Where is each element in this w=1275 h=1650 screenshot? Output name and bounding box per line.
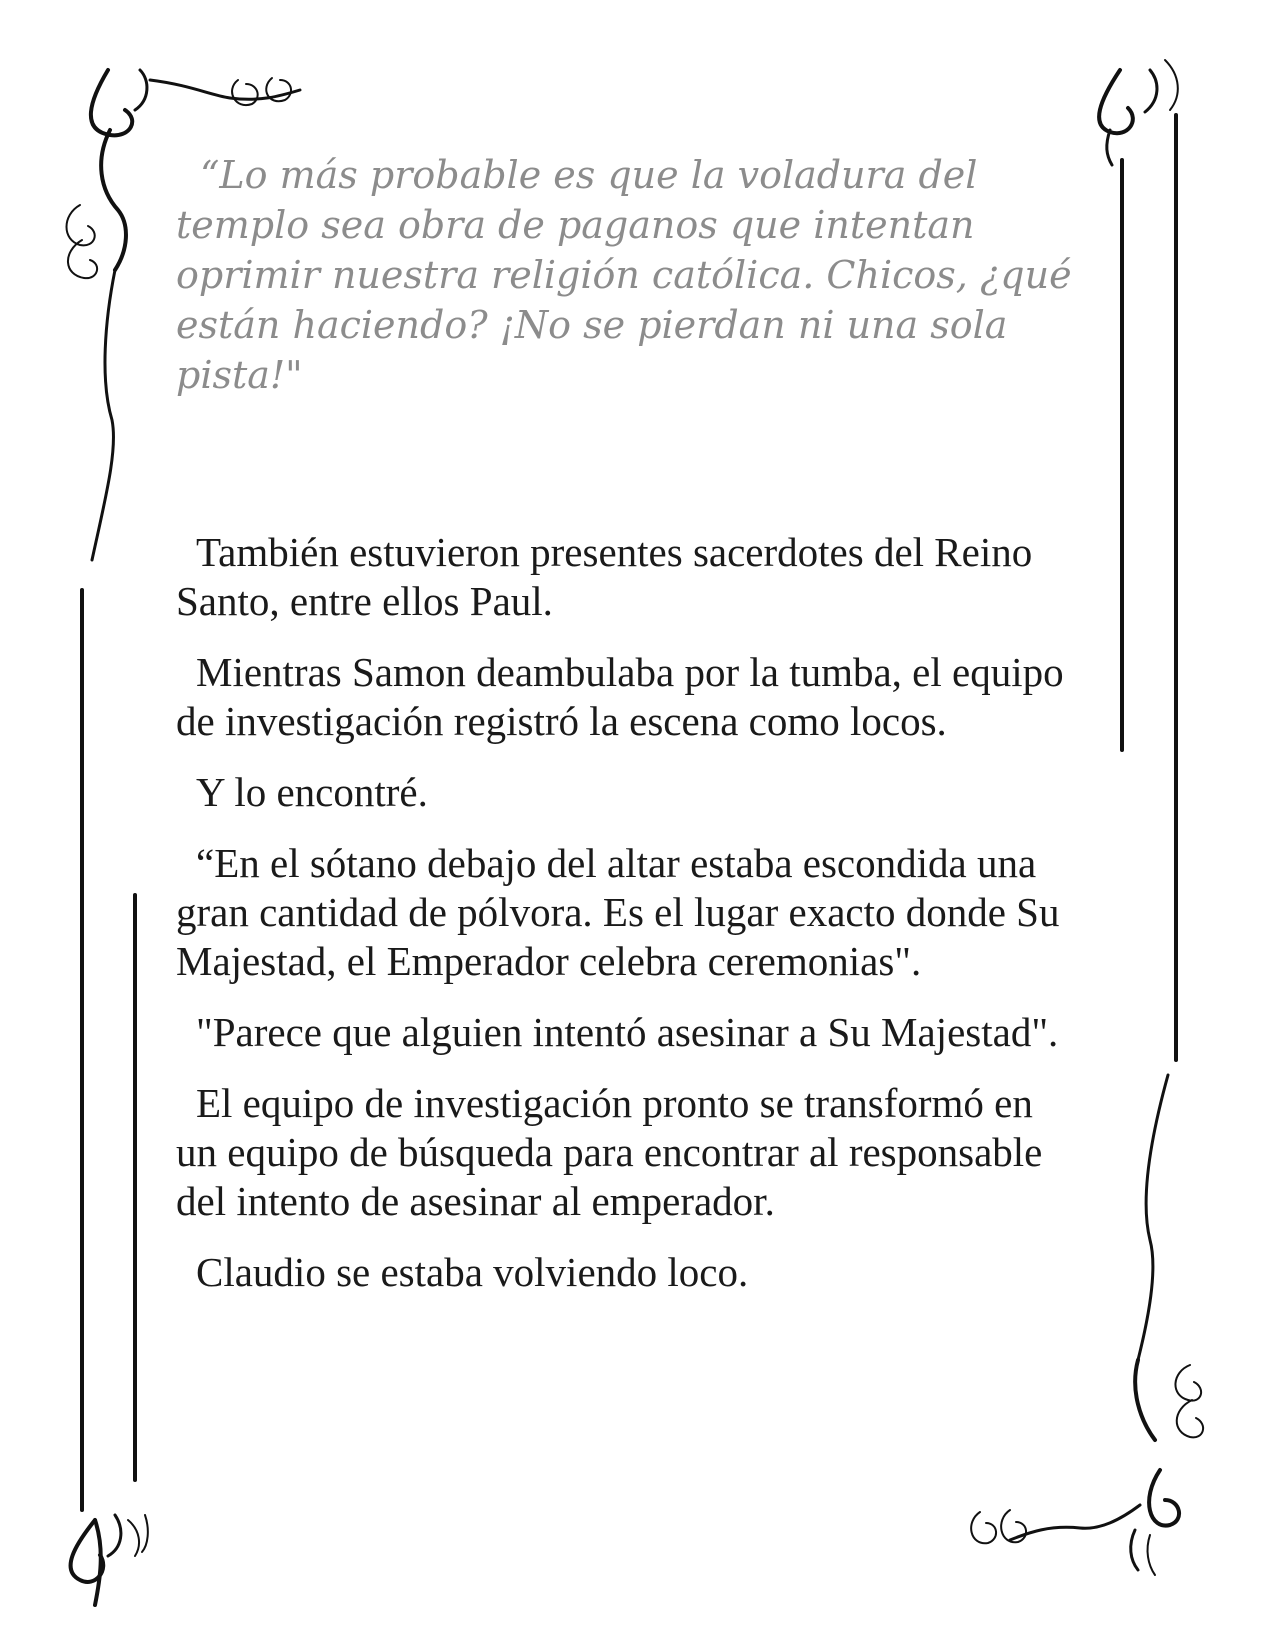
quote-paragraph: “Lo más probable es que la voladura del templo sea obra de paganos que intentan oprimir nuestra religión católica. Chicos, ¿qué están haciendo? ¡No se pierdan ni una sola pista!" — [176, 153, 1072, 397]
body-paragraph: Mientras Samon deambulaba por la tumba, el equipo de investigación registró la escena como locos. — [176, 649, 1064, 744]
body-paragraph: El equipo de investigación pronto se transformó en un equipo de búsqueda para encontrar al responsable del intento de asesinar al emperador. — [176, 1080, 1043, 1224]
page-content — [176, 150, 1076, 1319]
top-right-flourish — [1099, 60, 1178, 165]
body-paragraph: Y lo encontré. — [196, 769, 428, 815]
body-paragraph: “En el sótano debajo del altar estaba escondida una gran cantidad de pólvora. Es el lugar exacto donde Su Majestad, el Emperador celebra ceremonias". — [176, 840, 1060, 984]
body-paragraph: Claudio se estaba volviendo loco. — [196, 1249, 749, 1295]
body-paragraph: También estuvieron presentes sacerdotes del Reino Santo, entre ellos Paul. — [176, 529, 1033, 624]
bottom-left-flourish — [71, 1515, 148, 1605]
body-paragraph: "Parece que alguien intentó asesinar a Su Majestad". — [196, 1009, 1059, 1055]
